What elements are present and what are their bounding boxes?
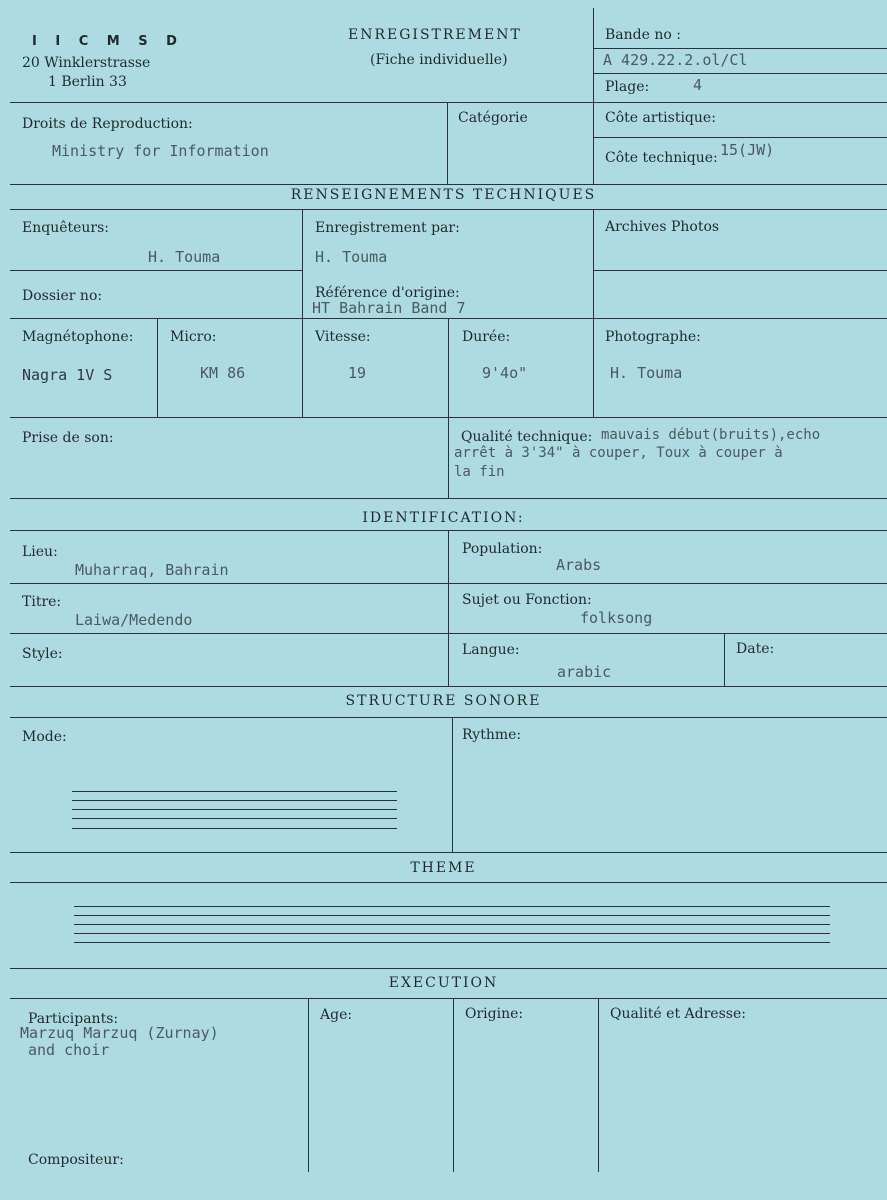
section-title-technique: RENSEIGNEMENTS TECHNIQUES: [290, 187, 597, 203]
micro-value: KM 86: [200, 364, 246, 382]
rule: [302, 209, 303, 417]
reference-value: HT Bahrain Band 7: [312, 299, 466, 317]
section-title-structure: STRUCTURE SONORE: [345, 693, 542, 709]
rule: [593, 137, 887, 138]
sujet-label: Sujet ou Fonction:: [462, 592, 592, 608]
enregistrement-par-label: Enregistrement par:: [315, 220, 460, 236]
cote-technique-label: Côte technique:: [605, 150, 718, 166]
qualite-technique-label: Qualité technique:: [461, 429, 593, 445]
rule: [598, 998, 599, 1172]
qualite-technique-value-1: mauvais début(bruits),echo: [601, 427, 821, 443]
rule: [10, 633, 887, 634]
rule: [10, 968, 887, 969]
rule: [448, 318, 449, 498]
rule: [593, 270, 887, 271]
plage-label: Plage:: [605, 79, 650, 95]
duree-label: Durée:: [462, 329, 511, 345]
archives-photos-label: Archives Photos: [605, 219, 720, 235]
rule: [724, 633, 725, 686]
form-title: ENREGISTREMENT: [348, 27, 522, 43]
rule: [447, 102, 448, 184]
categorie-label: Catégorie: [458, 110, 528, 126]
photographe-value: H. Touma: [610, 364, 683, 382]
rule: [593, 73, 887, 74]
address-line-1: 20 Winklerstrasse: [22, 55, 151, 71]
enregistrement-par-value: H. Touma: [315, 248, 388, 266]
origine-label: Origine:: [465, 1006, 524, 1022]
rule: [10, 717, 887, 718]
vitesse-label: Vitesse:: [315, 329, 371, 345]
rule: [593, 209, 594, 417]
cote-technique-value: 15(JW): [720, 141, 775, 159]
rule: [10, 102, 887, 103]
date-label: Date:: [736, 641, 775, 657]
sujet-value: folksong: [580, 609, 653, 627]
rule: [10, 498, 887, 499]
bande-label: Bande no :: [605, 27, 681, 43]
prise-de-son-label: Prise de son:: [22, 430, 114, 446]
lieu-value: Muharraq, Bahrain: [75, 561, 229, 579]
rule: [10, 882, 887, 883]
rule: [10, 583, 887, 584]
rule: [452, 717, 453, 852]
droits-value: Ministry for Information: [52, 142, 269, 160]
population-label: Population:: [462, 541, 543, 557]
age-label: Age:: [320, 1007, 353, 1023]
dossier-label: Dossier no:: [22, 288, 103, 304]
rule: [10, 209, 887, 210]
rule: [10, 270, 303, 271]
magnetophone-value: Nagra 1V S: [22, 366, 113, 384]
rule: [593, 8, 594, 184]
vitesse-value: 19: [348, 364, 367, 382]
rule: [10, 852, 887, 853]
participants-value-2: and choir: [28, 1041, 110, 1059]
compositeur-label: Compositeur:: [28, 1152, 124, 1168]
address-line-2: 1 Berlin 33: [48, 74, 127, 90]
rule: [10, 998, 887, 999]
qualite-technique-value-3: la fin: [454, 464, 505, 480]
participants-value-1: Marzuq Marzuq (Zurnay): [20, 1024, 219, 1042]
section-title-identification: IDENTIFICATION:: [362, 510, 525, 526]
bande-value: A 429.22.2.ol/Cl: [603, 51, 748, 69]
magnetophone-label: Magnétophone:: [22, 329, 134, 345]
titre-label: Titre:: [22, 594, 62, 610]
rule: [10, 686, 887, 687]
plage-value: 4: [693, 76, 703, 94]
cote-artistique-label: Côte artistique:: [605, 110, 716, 126]
section-title-theme: THEME: [410, 860, 477, 876]
langue-value: arabic: [557, 663, 612, 681]
org-name: I I C M S D: [32, 34, 184, 49]
enqueteurs-value: H. Touma: [148, 248, 221, 266]
rule: [308, 998, 309, 1172]
form-subtitle: (Fiche individuelle): [370, 52, 508, 68]
titre-value: Laiwa/Medendo: [75, 611, 193, 629]
enqueteurs-label: Enquêteurs:: [22, 220, 110, 236]
photographe-label: Photographe:: [605, 329, 701, 345]
rule: [593, 48, 887, 49]
rule: [10, 417, 887, 418]
rule: [448, 530, 449, 686]
micro-label: Micro:: [170, 329, 217, 345]
rythme-label: Rythme:: [462, 727, 522, 743]
rule: [10, 184, 887, 185]
langue-label: Langue:: [462, 642, 520, 658]
duree-value: 9'4o": [482, 364, 528, 382]
rule: [453, 998, 454, 1172]
droits-label: Droits de Reproduction:: [22, 116, 193, 132]
population-value: Arabs: [556, 556, 602, 574]
participants-label: Participants:: [28, 1011, 119, 1027]
qualite-technique-value-2: arrêt à 3'34" à couper, Toux à couper à: [454, 445, 783, 461]
qualite-adresse-label: Qualité et Adresse:: [610, 1006, 746, 1022]
mode-label: Mode:: [22, 729, 67, 745]
style-label: Style:: [22, 646, 63, 662]
section-title-execution: EXECUTION: [388, 975, 499, 991]
reference-label: Référence d'origine:: [315, 285, 460, 301]
lieu-label: Lieu:: [22, 544, 58, 560]
rule: [157, 318, 158, 417]
